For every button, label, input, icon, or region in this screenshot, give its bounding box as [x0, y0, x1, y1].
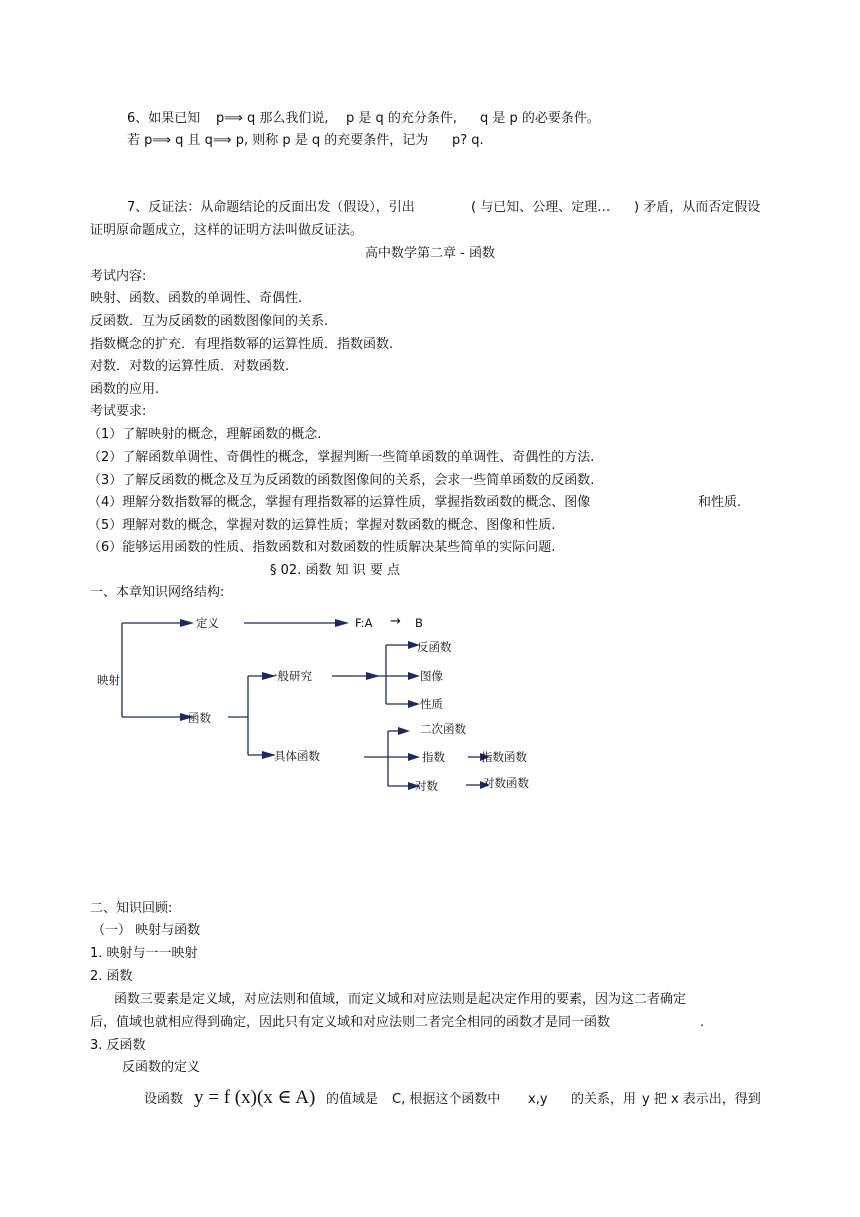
- review-label: 二、知识回顾:: [90, 901, 173, 916]
- review-def-label: 反函数的定义: [122, 1060, 201, 1075]
- exam-req-item: （1）了解映射的概念，理解函数的概念.: [88, 427, 322, 442]
- diagram-specific: 具体函数: [274, 749, 320, 763]
- last-line-rest: C, 根据这个函数中: [392, 1092, 501, 1107]
- diagram-graph: 图像: [420, 669, 443, 683]
- s6-line2-b: p? q.: [452, 133, 484, 148]
- exam-content-item: 反函数．互为反函数的函数图像间的关系.: [90, 314, 329, 329]
- diagram-mapping-arrow: →: [390, 614, 401, 629]
- exam-req-item: （3）了解反函数的概念及互为反函数的函数图像间的关系，会求一些简单函数的反函数.: [88, 473, 595, 488]
- exam-req-item: （6）能够运用函数的性质、指数函数和对数函数的性质解决某些简单的实际问题.: [88, 540, 556, 555]
- diagram-quadratic: 二次函数: [420, 722, 466, 736]
- exam-req-item: （5）理解对数的概念，掌握对数的运算性质；掌握对数函数的概念、图像和性质.: [88, 518, 556, 533]
- exam-content-label: 考试内容:: [90, 269, 147, 284]
- diagram-inverse: 反函数: [417, 640, 452, 654]
- inverse-function-formula: y = f (x)(x ∈ A): [194, 1087, 316, 1108]
- diagram-root: 映射: [97, 673, 120, 687]
- diagram-log-func: 对数函数: [483, 776, 529, 790]
- last-line-rest: 的关系，用: [571, 1092, 637, 1107]
- diagram-property: 性质: [420, 697, 443, 711]
- last-line-rest: x,y: [528, 1092, 548, 1107]
- s6-line1-d: q 是 p 的必要条件。: [480, 111, 600, 126]
- review-para2-tail: .: [700, 1015, 705, 1030]
- network-label: 一、本章知识网络结构:: [90, 585, 225, 600]
- exam-req-label: 考试要求:: [90, 404, 147, 419]
- diagram-general: 一般研究: [266, 669, 312, 683]
- diagram-log: 对数: [415, 779, 438, 793]
- exam-req-item: （2）了解函数单调性、奇偶性的概念，掌握判断一些简单函数的单调性、奇偶性的方法.: [88, 450, 595, 465]
- s6-line2-a: 若 p⟹ q 且 q⟹ p, 则称 p 是 q 的充要条件，记为: [127, 133, 429, 148]
- s7-line1-b: ( 与已知、公理、定理…: [471, 200, 611, 215]
- review-para2-line1: 函数三要素是定义域，对应法则和值域，而定义域和对应法则是起决定作用的要素，因为这二者确定: [114, 992, 687, 1007]
- exam-req-item: （4）理解分数指数幂的概念，掌握有理指数幂的运算性质，掌握指数函数的概念、图像: [88, 495, 591, 510]
- exam-content-item: 映射、函数、函数的单调性、奇偶性.: [90, 291, 303, 306]
- last-line-rest: 的值域是: [326, 1092, 379, 1107]
- review-sub1: （一） 映射与函数: [92, 923, 201, 938]
- diagram-target: B: [415, 616, 423, 630]
- diagram-mapping: F:A: [355, 616, 373, 630]
- exam-content-item: 对数．对数的运算性质．对数函数.: [90, 359, 290, 374]
- review-item3: 3. 反函数: [90, 1038, 146, 1053]
- exam-content-item: 函数的应用.: [90, 382, 160, 397]
- s7-line1-c: ) 矛盾，从而否定假设: [634, 200, 761, 215]
- section-title: § 02. 函数 知 识 要 点: [270, 563, 400, 578]
- last-line-rest: y 把 x 表示出，得到: [642, 1092, 761, 1107]
- review-item1: 1. 映射与一一映射: [90, 946, 198, 961]
- diagram-exponent: 指数: [422, 750, 445, 764]
- s6-line1-c: p 是 q 的充分条件,: [346, 111, 458, 126]
- s7-line1-a: 7、反证法：从命题结论的反面出发（假设），引出: [127, 200, 415, 215]
- review-para2-line2: 后，值域也就相应得到确定，因此只有定义域和对应法则二者完全相同的函数才是同一函数: [90, 1015, 611, 1030]
- diagram-definition: 定义: [196, 616, 219, 630]
- s6-line1-b: p⟹ q 那么我们说,: [216, 111, 329, 126]
- chapter-title: 高中数学第二章 - 函数: [365, 246, 495, 261]
- exam-req-item4-tail: 和性质.: [698, 495, 742, 510]
- diagram-exp-func: 指数函数: [481, 750, 527, 764]
- diagram-function: 函数: [188, 711, 211, 725]
- s6-line1-a: 6、如果已知: [127, 111, 201, 126]
- review-item2: 2. 函数: [90, 969, 133, 984]
- exam-content-item: 指数概念的扩充．有理指数幂的运算性质．指数函数.: [90, 337, 394, 352]
- last-line-prefix: 设函数: [144, 1092, 184, 1107]
- s7-line2: 证明原命题成立，这样的证明方法叫做反证法。: [90, 223, 364, 238]
